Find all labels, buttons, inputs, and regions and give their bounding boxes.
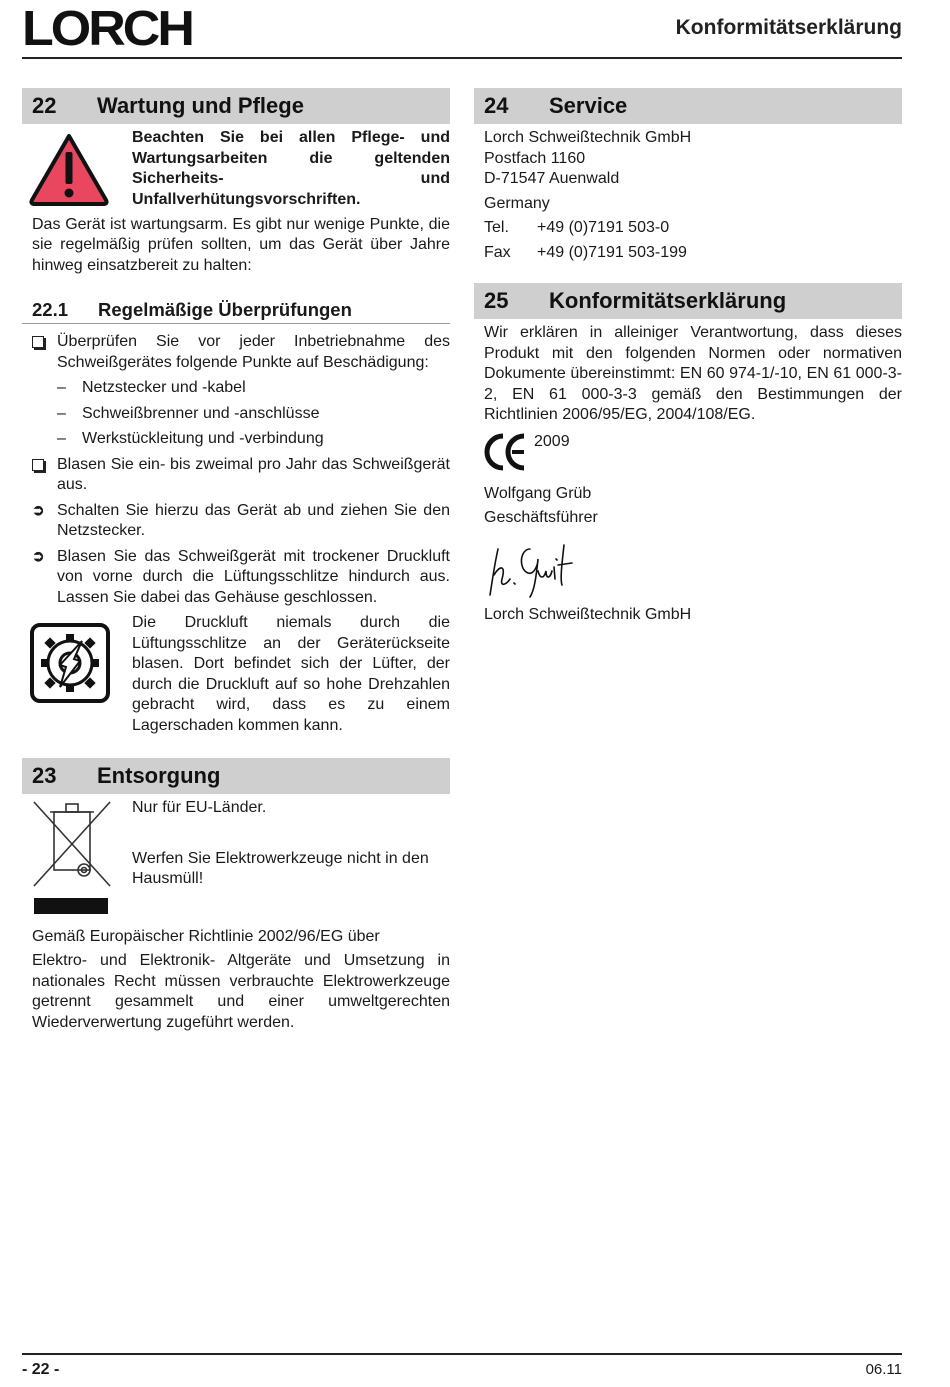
checkbox-bullet-icon: [32, 336, 44, 348]
section-title: Konformitätserklärung: [549, 287, 787, 313]
document-version: 06.11: [865, 1361, 902, 1378]
subsection-number: 22.1: [32, 298, 69, 320]
warning-text: Beachten Sie bei allen Pflege- und Wartungsarbeiten die geltenden Sicherheits- und Unfallverhütungsvorschriften.: [132, 129, 450, 208]
section-23-heading: [22, 758, 450, 794]
left-column: [22, 88, 450, 1033]
list-item: – Schweißbrenner und -anschlüsse: [57, 404, 320, 422]
city: D-71547 Auenwald: [484, 170, 620, 187]
list-item: ➲ Schalten Sie hierzu das Gerät ab und ziehen Sie den Netzstecker.: [32, 501, 450, 542]
list-item: – Werkstückleitung und -verbindung: [57, 430, 324, 447]
phone-number: +49 (0)7191 503-0: [537, 219, 670, 236]
warning-triangle-icon: [22, 128, 132, 213]
section-25-heading: [474, 283, 902, 319]
footer-rule: [22, 1353, 902, 1355]
lorch-logo: LORCH: [22, 1, 192, 57]
ce-mark-icon: [484, 432, 528, 472]
ce-mark-row: [474, 432, 902, 472]
section-title: Wartung und Pflege: [97, 92, 304, 118]
fax-number: +49 (0)7191 503-199: [537, 243, 687, 261]
list-item: ➲ Blasen Sie das Schweißgerät mit trockener Druckluft von vorne durch die Lüftungsschlitze hindurch aus. Lassen Sie dabei das Gehäuse geschlossen.: [32, 547, 450, 609]
po-box: Postfach 1160: [484, 149, 586, 167]
page-header-title: Konformitätserklärung: [675, 16, 902, 39]
maintenance-intro: Das Gerät ist wartungsarm. Es gibt nur wenige Punkte, die sie regelmäßig prüfen sollten, um das Gerät über Jahre hinweg einsatzbereit zu halten:: [32, 215, 450, 274]
section-22-heading: [22, 88, 450, 124]
subsection-22-1-heading: [22, 298, 450, 324]
service-address: [474, 128, 902, 263]
right-column: [474, 88, 902, 625]
section-number: 25: [484, 287, 509, 313]
list-item: Überprüfen Sie vor jeder Inbetriebnahme des Schweißgerätes folgende Punkte auf Beschädigung:: [32, 332, 450, 373]
fan-note: [22, 613, 450, 736]
signer-role: Geschäftsführer: [484, 509, 598, 526]
phone-row: Tel. +49 (0)7191 503-0: [484, 218, 902, 239]
fan-damage-icon: [22, 613, 132, 736]
section-24-heading: [474, 88, 902, 124]
fan-note-text: Die Druckluft niemals durch die Lüftungsschlitze an der Geräterückseite blasen. Dort befindet sich der Lüfter, der durch die Druckluft auf so hohe Drehzahlen gebracht wird, dass es zu einem Lagerschaden kommen kann.: [132, 614, 450, 734]
directive-text: Gemäß Europäischer Richtlinie 2002/96/EG über: [32, 927, 380, 945]
safety-warning: [22, 128, 450, 213]
section-title: Entsorgung: [97, 762, 221, 788]
disposal-body: Elektro- und Elektronik- Altgeräte und Umsetzung in nationales Recht müssen verbrauchte Elektrowerkzeuge getrennt gesammelt und einer umweltgerechten Wiederverwertung zugeführt werden.: [32, 952, 450, 1031]
closing-company: Lorch Schweißtechnik GmbH: [484, 605, 692, 623]
header-rule: [22, 57, 902, 59]
section-number: 24: [484, 92, 509, 118]
section-title: Service: [549, 92, 628, 118]
handwritten-signature: [474, 539, 902, 601]
disposal-block: [22, 798, 450, 921]
fax-row: Fax +49 (0)7191 503-199: [484, 243, 902, 264]
company-name: Lorch Schweißtechnik GmbH: [484, 129, 692, 146]
checkbox-bullet-icon: [32, 459, 44, 471]
subsection-title: Regelmäßige Überprüfungen: [98, 298, 352, 320]
eu-only-text: Nur für EU-Länder.: [132, 799, 267, 816]
step-arrow-icon: ➲: [32, 547, 45, 565]
inspection-list: [22, 332, 450, 608]
country: Germany: [484, 194, 550, 212]
list-item: – Netzstecker und -kabel: [57, 379, 246, 396]
section-number: 23: [32, 762, 57, 788]
section-number: 22: [32, 92, 57, 118]
signer-name: Wolfgang Grüb: [484, 484, 592, 502]
step-arrow-icon: ➲: [32, 501, 45, 519]
crossed-bin-icon: [22, 798, 132, 921]
page-number: - 22 -: [22, 1361, 60, 1378]
ce-year: 2009: [534, 432, 570, 450]
list-item: Blasen Sie ein- bis zweimal pro Jahr das Schweißgerät aus.: [32, 455, 450, 496]
signatory: [474, 484, 902, 529]
no-household-waste-text: Werfen Sie Elektrowerkzeuge nicht in den Hausmüll!: [132, 849, 429, 887]
conformity-statement: Wir erklären in alleiniger Verantwortung, dass dieses Produkt mit den folgenden Normen oder normativen Dokumente übereinstimmt: EN 60 974-1/-10, EN 61 000-3-2, EN 61 000-3-3 gemäß den Bestimmungen der Richtlinien 2006/95/EG, 2004/108/EG.: [484, 324, 902, 423]
